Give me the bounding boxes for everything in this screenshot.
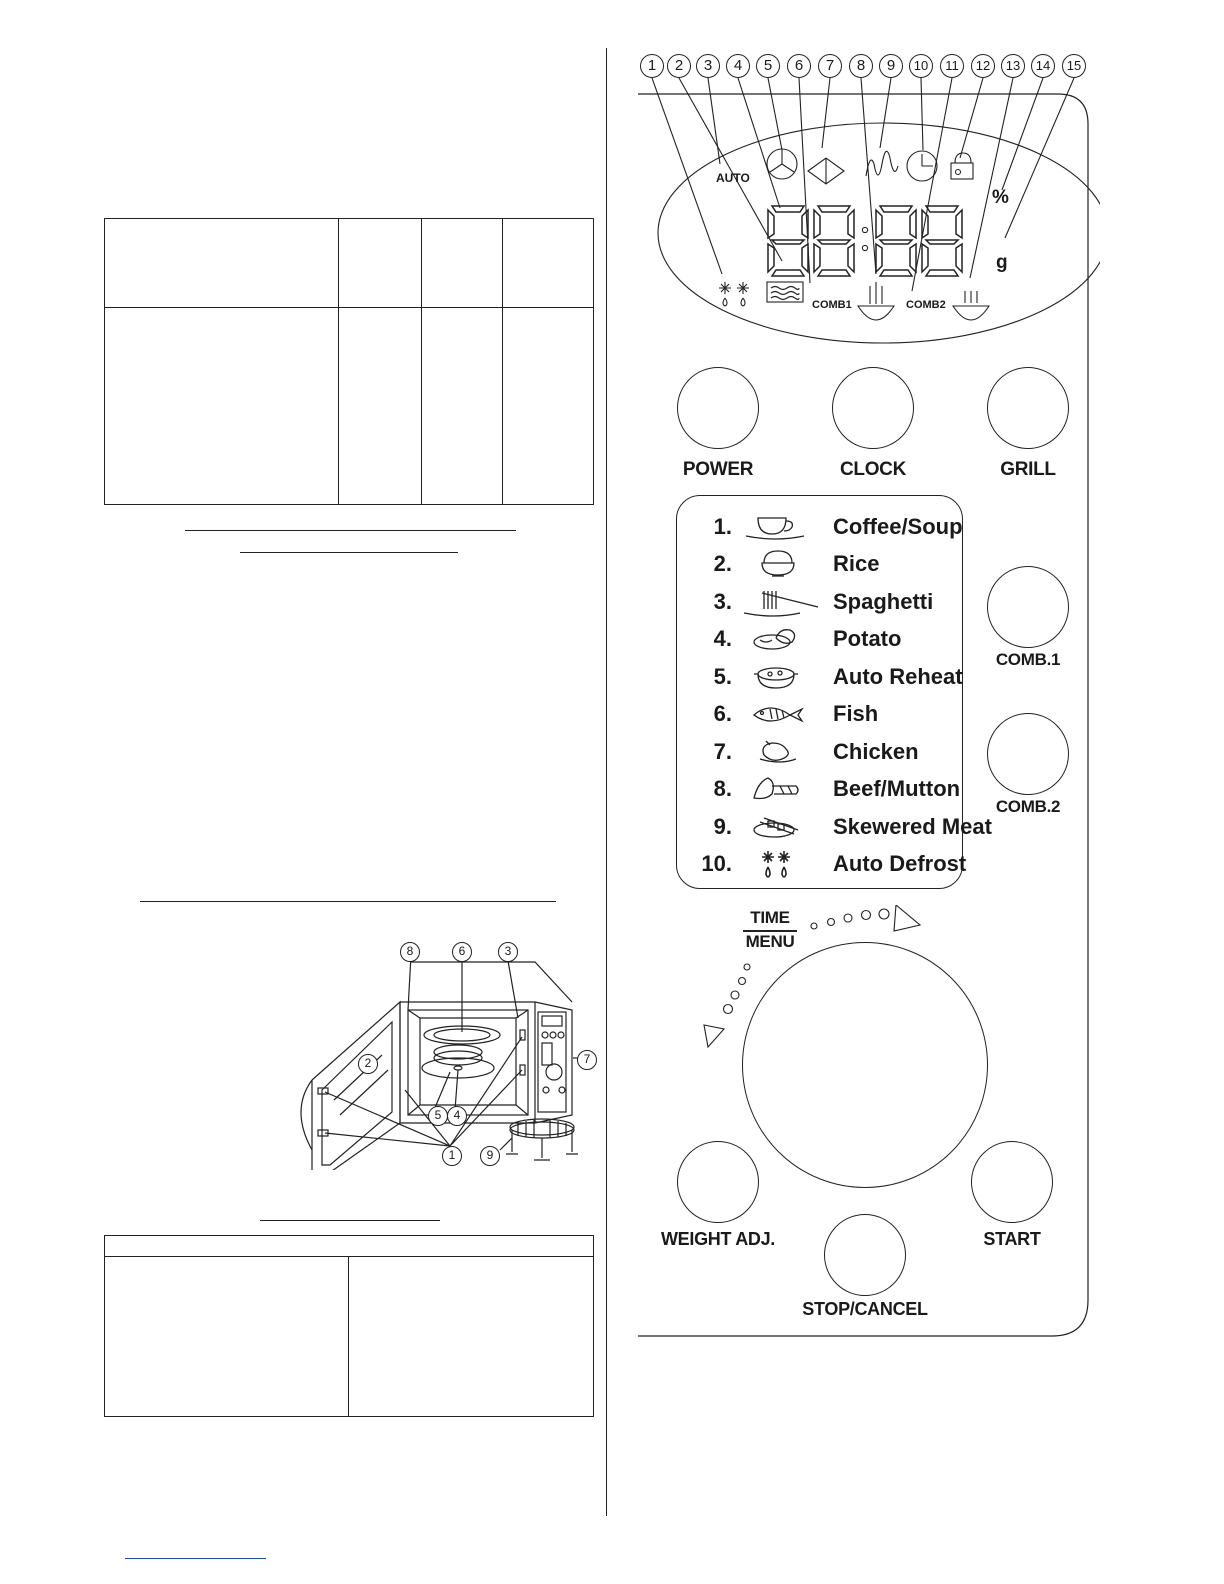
- callout-4: 4: [726, 54, 750, 78]
- callout-13: 13: [1001, 54, 1025, 78]
- diagram-callout-7: 7: [577, 1050, 597, 1070]
- menu-text: Auto Defrost: [833, 851, 967, 876]
- bottom-table-col-divider: [348, 1256, 349, 1417]
- section-underline: [260, 1220, 440, 1221]
- menu-text: Skewered Meat: [833, 814, 992, 839]
- display-comb1-label: COMB1: [812, 299, 852, 311]
- menu-item-rice[interactable]: [682, 547, 879, 581]
- stop-cancel-label: STOP/CANCEL: [802, 1299, 928, 1319]
- spaghetti-icon: [740, 587, 822, 617]
- menu-text: Rice: [833, 551, 880, 576]
- display-percent: %: [992, 187, 1009, 208]
- diagram-callout-1: 1: [442, 1146, 462, 1166]
- time-menu-dial[interactable]: [742, 942, 988, 1188]
- section-underline: [140, 901, 556, 902]
- bottom-table: [104, 1235, 594, 1417]
- weight-adj-button[interactable]: [677, 1141, 759, 1223]
- spec-table: [104, 218, 594, 505]
- menu-text: Coffee/Soup: [833, 514, 963, 539]
- power-label: POWER: [682, 459, 754, 480]
- potato-icon: [740, 624, 822, 654]
- callout-9: 9: [879, 54, 903, 78]
- menu-number: 8.: [713, 776, 732, 801]
- comb1-label: COMB.1: [995, 650, 1061, 669]
- callout-5: 5: [756, 54, 780, 78]
- grill-button[interactable]: [987, 367, 1069, 449]
- comb2-button[interactable]: [987, 713, 1069, 795]
- diagram-callout-8: 8: [400, 942, 420, 962]
- display-auto-label: AUTO: [716, 171, 750, 185]
- menu-item-beef-mutton[interactable]: [682, 772, 960, 806]
- stop-cancel-button[interactable]: [824, 1214, 906, 1296]
- bottom-table-header-divider: [104, 1256, 594, 1257]
- spec-table-col-divider: [502, 218, 503, 505]
- spec-table-header-divider: [104, 307, 594, 308]
- weight-adj-label: WEIGHT ADJ.: [660, 1229, 776, 1249]
- chicken-icon: [740, 737, 822, 767]
- comb1-button[interactable]: [987, 566, 1069, 648]
- callout-3: 3: [696, 54, 720, 78]
- footer-underline: [125, 1558, 266, 1559]
- menu-text: Beef/Mutton: [833, 776, 961, 801]
- diagram-callout-2: 2: [358, 1054, 378, 1074]
- display-window: [630, 78, 1100, 368]
- spec-table-col-divider: [421, 218, 422, 505]
- menu-item-chicken[interactable]: [682, 735, 919, 769]
- menu-text: Auto Reheat: [833, 664, 963, 689]
- menu-item-spaghetti[interactable]: [682, 585, 933, 619]
- rice-bowl-icon: [740, 549, 822, 579]
- dial-menu-label: MENU: [745, 932, 795, 951]
- diagram-callout-5: 5: [428, 1106, 448, 1126]
- dial-clockwise-arrow-icon: [894, 905, 920, 931]
- menu-number: 1.: [713, 514, 732, 539]
- oven-diagram: [290, 940, 610, 1170]
- menu-item-potato[interactable]: [682, 622, 901, 656]
- callout-15: 15: [1062, 54, 1086, 78]
- comb2-label: COMB.2: [995, 797, 1061, 816]
- section-underline: [185, 530, 516, 531]
- menu-text: Chicken: [833, 739, 919, 764]
- diagram-callout-3: 3: [498, 942, 518, 962]
- callout-12: 12: [971, 54, 995, 78]
- callout-1: 1: [640, 54, 664, 78]
- callout-11: 11: [940, 54, 964, 78]
- menu-item-auto-reheat[interactable]: [682, 660, 963, 694]
- callout-8: 8: [849, 54, 873, 78]
- menu-number: 6.: [713, 701, 732, 726]
- menu-item-skewered-meat[interactable]: [682, 810, 992, 844]
- clock-label: CLOCK: [839, 459, 907, 480]
- dial-counterclockwise-arrow-icon: [704, 1025, 724, 1047]
- menu-number: 2.: [713, 551, 732, 576]
- menu-number: 4.: [713, 626, 732, 651]
- menu-number: 3.: [713, 589, 732, 614]
- menu-item-fish[interactable]: [682, 697, 878, 731]
- reheat-dish-icon: [740, 662, 822, 692]
- menu-item-auto-defrost[interactable]: [682, 847, 966, 881]
- section-underline: [240, 552, 458, 553]
- fish-icon: [740, 699, 822, 729]
- diagram-callout-6: 6: [452, 942, 472, 962]
- diagram-callout-9: 9: [480, 1146, 500, 1166]
- column-divider: [606, 48, 607, 1516]
- callout-6: 6: [787, 54, 811, 78]
- menu-item-coffee-soup[interactable]: [682, 510, 963, 544]
- display-comb2-label: COMB2: [906, 299, 946, 311]
- start-button[interactable]: [971, 1141, 1053, 1223]
- menu-number: 10.: [701, 851, 732, 876]
- menu-text: Potato: [833, 626, 902, 651]
- start-label: START: [983, 1229, 1041, 1249]
- grill-label: GRILL: [1000, 459, 1056, 480]
- dial-time-label: TIME: [750, 908, 790, 927]
- callout-2: 2: [667, 54, 691, 78]
- cup-icon: [740, 512, 822, 542]
- menu-number: 7.: [713, 739, 732, 764]
- clock-button[interactable]: [832, 367, 914, 449]
- power-button[interactable]: [677, 367, 759, 449]
- beef-icon: [740, 774, 822, 804]
- diagram-callout-4: 4: [447, 1106, 467, 1126]
- skewer-icon: [740, 812, 822, 842]
- callout-14: 14: [1031, 54, 1055, 78]
- menu-text: Fish: [833, 701, 879, 726]
- menu-number: 5.: [713, 664, 732, 689]
- menu-text: Spaghetti: [833, 589, 934, 614]
- menu-number: 9.: [713, 814, 732, 839]
- callout-7: 7: [818, 54, 842, 78]
- callout-10: 10: [909, 54, 933, 78]
- display-gram: g: [996, 252, 1008, 273]
- defrost-icon: [740, 849, 822, 879]
- spec-table-col-divider: [338, 218, 339, 505]
